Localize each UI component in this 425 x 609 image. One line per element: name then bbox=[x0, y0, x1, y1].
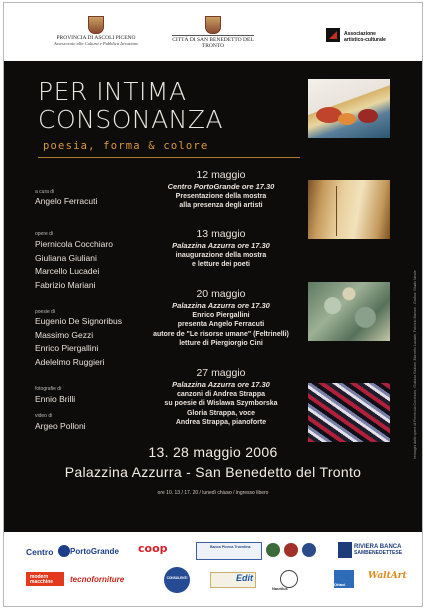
credit-name: Angelo Ferracuti bbox=[35, 196, 98, 206]
event-line: Gloria Strappa, voce bbox=[186, 409, 256, 417]
sponsor-consulenti: CONSULENTI bbox=[166, 576, 188, 580]
credit-names-cura bbox=[35, 195, 97, 209]
comune-crest-icon-3 bbox=[302, 543, 316, 557]
credit-names-foto bbox=[35, 393, 75, 407]
credit-names-poesie bbox=[35, 315, 122, 369]
credit-name: Argeo Polloni bbox=[35, 421, 86, 431]
credit-name: Giuliana Giuliani bbox=[35, 252, 97, 263]
event-date: 20 maggio bbox=[196, 288, 246, 300]
artwork-image-3 bbox=[308, 282, 390, 341]
event-venue: Palazzina Azzurra ore 17.30 bbox=[172, 380, 270, 389]
riviera-logo-icon bbox=[338, 542, 352, 558]
credit-name: Ennio Brilli bbox=[35, 394, 76, 404]
provincia-crest-icon bbox=[88, 16, 104, 34]
credit-name: Massimo Gezzi bbox=[35, 329, 94, 340]
event-line: presenta Angelo Ferracuti bbox=[177, 321, 265, 329]
event-line: e letture dei poeti bbox=[192, 261, 250, 269]
provincia-subtitle: Assessorato alla Cultura e Pubblica Istruzione bbox=[53, 41, 139, 46]
credit-name: Piernicola Cocchiaro bbox=[35, 239, 113, 249]
event-3 bbox=[135, 287, 307, 349]
artwork-image-2 bbox=[308, 180, 390, 239]
citta-crest-icon bbox=[205, 16, 221, 34]
event-date: 13 maggio bbox=[196, 228, 246, 240]
credit-label-poesie: poesie di bbox=[35, 309, 56, 315]
credit-names-opere bbox=[35, 238, 113, 292]
associazione-label: Associazione artistico-culturale bbox=[344, 31, 386, 43]
credit-label-cura: a cura di bbox=[35, 189, 55, 195]
exhibition-dates: 13. 28 maggio 2006 bbox=[148, 444, 278, 460]
event-line: alla presenza degli artisti bbox=[179, 202, 263, 210]
credit-name: Eugenio De Signoribus bbox=[35, 316, 122, 326]
comune-crest-icon-1 bbox=[266, 543, 280, 557]
title-line-1: PER INTIMA bbox=[38, 77, 187, 106]
header bbox=[4, 3, 422, 61]
main-panel bbox=[4, 61, 422, 532]
event-2 bbox=[135, 227, 307, 270]
provincia-title: PROVINCIA DI ASCOLI PICENO bbox=[56, 35, 136, 41]
credit-name: Adelelmo Ruggieri bbox=[35, 356, 105, 367]
credit-label-opere: opere di bbox=[35, 231, 54, 237]
event-line: autore de "Le risorse umane" (Feltrinelli) bbox=[153, 330, 289, 338]
event-4 bbox=[135, 366, 307, 428]
sponsor-riviera-sub: SAMBENEDETTESE bbox=[354, 550, 403, 556]
sponsor-strip bbox=[4, 532, 422, 606]
sponsor-portogrande: PortoGrande bbox=[70, 547, 119, 556]
event-line: canzoni di Andrea Strappa bbox=[176, 390, 266, 398]
sponsor-riviera: RIVIERA BANCA bbox=[354, 544, 402, 550]
event-venue: Centro PortoGrande ore 17.30 bbox=[167, 182, 275, 191]
event-line: inaugurazione della mostra bbox=[175, 251, 267, 259]
credit-names-video bbox=[35, 420, 86, 434]
event-line: Enrico Piergallini bbox=[192, 311, 250, 319]
credit-name: Enrico Piergallini bbox=[35, 343, 99, 354]
credit-name: Fabrizio Mariani bbox=[35, 279, 96, 290]
subtitle: poesia, forma & colore bbox=[43, 140, 209, 152]
poster bbox=[3, 2, 423, 607]
sponsor-modern: modern macchine bbox=[30, 574, 54, 585]
title-rule bbox=[38, 157, 300, 158]
credit-label-video: video di bbox=[35, 413, 53, 419]
exhibition-place: Palazzina Azzurra - San Benedetto del Tronto bbox=[64, 464, 362, 480]
event-line: letture di Piergiorgio Cini bbox=[179, 340, 263, 348]
event-1 bbox=[135, 168, 307, 211]
sponsor-centro: Centro bbox=[26, 547, 54, 557]
citta-title: CITTÀ DI SAN BENEDETTO DEL TRONTO bbox=[172, 37, 254, 50]
event-date: 27 maggio bbox=[196, 367, 246, 379]
sponsor-bcc: Banca Picena Truentina bbox=[210, 545, 251, 549]
credit-name: Marcello Lucadei bbox=[35, 266, 100, 277]
event-line: su poesie di Wislawa Szymborska bbox=[164, 400, 278, 408]
sponsor-ottavi: Ottavi bbox=[334, 582, 346, 587]
sponsor-waltart: WaltArt bbox=[368, 571, 407, 581]
event-venue: Palazzina Azzurra ore 17.30 bbox=[172, 301, 270, 310]
sponsor-coop: coop bbox=[138, 542, 168, 555]
event-date: 12 maggio bbox=[196, 169, 246, 181]
sponsor-edit: Edit bbox=[236, 573, 253, 583]
sponsor-tecnoforniture: tecnoforniture bbox=[70, 575, 125, 584]
opening-hours: ore 10. 13 / 17. 20 / lunedì chiuso / ingresso libero bbox=[157, 490, 269, 496]
comune-crest-icon-2 bbox=[284, 543, 298, 557]
event-venue: Palazzina Azzurra ore 17.30 bbox=[172, 241, 270, 250]
credit-label-foto: fotografie di bbox=[35, 386, 62, 392]
artwork-image-1 bbox=[308, 79, 390, 138]
sponsor-nautilus: Nautilus bbox=[272, 586, 288, 591]
title-line-2: CONSONANZA bbox=[38, 105, 224, 134]
artwork-image-4 bbox=[308, 383, 390, 442]
portogrande-logo-icon bbox=[58, 545, 70, 557]
event-line: Presentazione della mostra bbox=[175, 192, 267, 200]
event-line: Andrea Strappa, pianoforte bbox=[175, 419, 267, 427]
associazione-logo-icon bbox=[326, 28, 340, 42]
vertical-credit: Immagini dalle opere di Piernicola Cocchiaro, Giuliana Giuliani, Marcello Lucadei, Fabrizio Mariani - Grafica: Studio Ideale bbox=[413, 270, 417, 459]
